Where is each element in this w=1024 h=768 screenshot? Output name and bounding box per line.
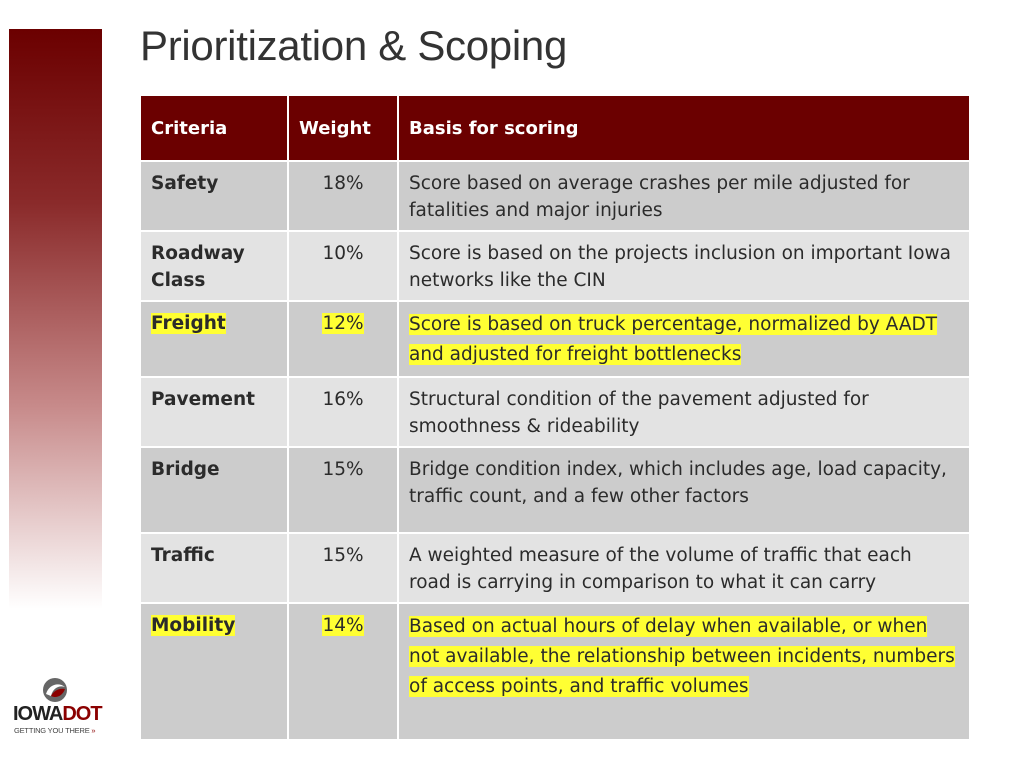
weight-cell-highlighted: 12%: [322, 313, 364, 334]
table-row-roadway-class: [140, 231, 970, 301]
logo-tagline-text: GETTING YOU THERE: [14, 726, 90, 735]
table-header-row: [140, 95, 970, 161]
table-row-bridge: [140, 447, 970, 533]
criteria-cell: Pavement: [151, 389, 255, 410]
table-row-pavement: [140, 377, 970, 447]
criteria-table: [139, 94, 971, 741]
header-criteria: Criteria: [140, 95, 288, 161]
criteria-cell-highlighted: Mobility: [151, 615, 236, 636]
header-basis: Basis for scoring: [398, 95, 970, 161]
criteria-cell: Safety: [151, 173, 219, 194]
logo-wordmark: [13, 703, 113, 725]
side-gradient-bar: [9, 29, 102, 609]
page-title: Prioritization & Scoping: [140, 22, 568, 69]
logo-tagline: GETTING YOU THERE »: [14, 726, 96, 735]
weight-cell: 15%: [322, 545, 364, 566]
logo-word-accent: DOT: [62, 703, 102, 725]
weight-cell: 16%: [322, 389, 364, 410]
basis-cell-highlighted: Based on actual hours of delay when available, or when not available, the relationship between incidents, numbers of access points, and traffic volumes: [409, 616, 955, 697]
weight-cell: 18%: [322, 173, 364, 194]
table-row-safety: [140, 161, 970, 231]
weight-cell: 15%: [322, 459, 364, 480]
criteria-cell-highlighted: Freight: [151, 313, 226, 334]
criteria-cell: Bridge: [151, 459, 220, 480]
table-row-mobility: [140, 603, 970, 740]
basis-cell: Score is based on the projects inclusion on important Iowa networks like the CIN: [409, 243, 952, 291]
iowa-dot-logo: [13, 676, 103, 736]
weight-cell-highlighted: 14%: [322, 615, 364, 636]
weight-cell: 10%: [322, 243, 364, 264]
criteria-cell: Roadway Class: [151, 243, 245, 291]
basis-cell: A weighted measure of the volume of traffic that each road is carrying in comparison to what it can carry: [409, 545, 912, 593]
header-weight: Weight: [288, 95, 398, 161]
basis-cell: Bridge condition index, which includes age, load capacity, traffic count, and a few other factors: [409, 459, 947, 507]
basis-cell: Structural condition of the pavement adjusted for smoothness & rideability: [409, 389, 869, 437]
table-row-freight: [140, 301, 970, 377]
iowadot-swirl-icon: [41, 676, 69, 704]
basis-cell: Score based on average crashes per mile adjusted for fatalities and major injuries: [409, 173, 910, 221]
criteria-cell: Traffic: [151, 545, 215, 566]
logo-word-main: IOWA: [13, 703, 63, 725]
table-row-traffic: [140, 533, 970, 603]
basis-cell-highlighted: Score is based on truck percentage, normalized by AADT and adjusted for freight bottlenecks: [409, 314, 938, 365]
